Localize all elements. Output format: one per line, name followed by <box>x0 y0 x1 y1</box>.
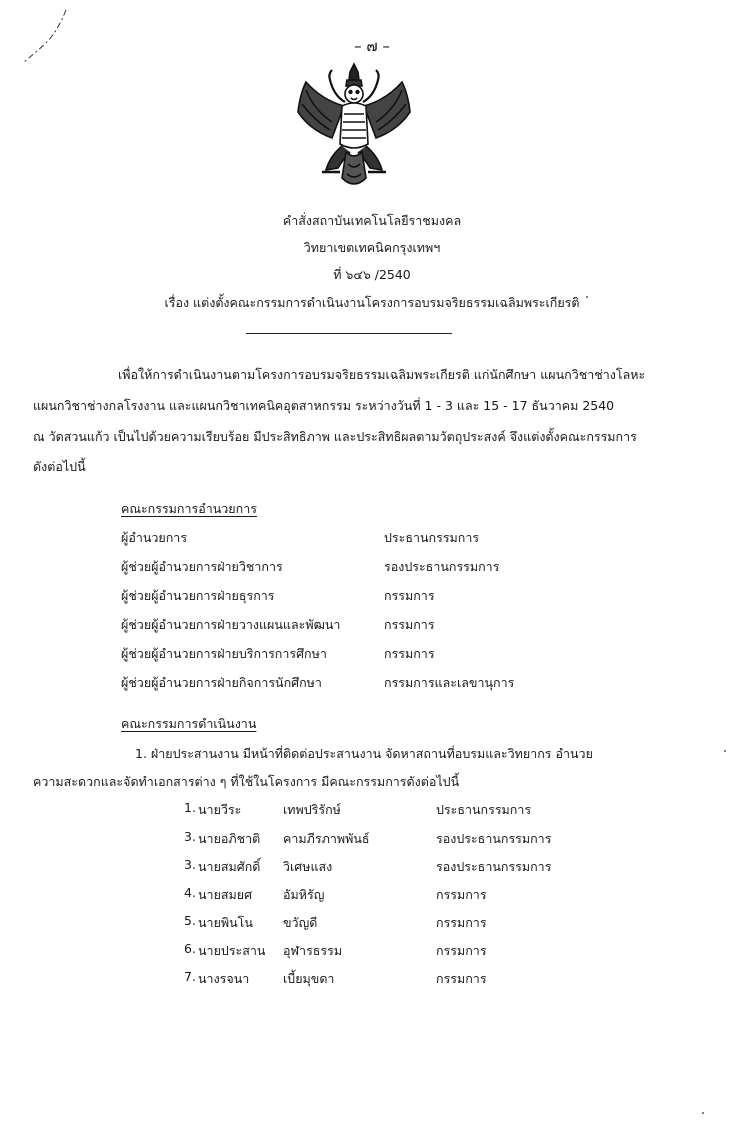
header-divider <box>246 333 452 334</box>
intro-line-2: แผนกวิชาช่างกลโรงงาน และแผนกวิชาเทคนิคอุตสาหกรรม ระหว่างวันที่ 1 - 3 และ 15 - 17 ธันวาคม 2540 <box>33 398 615 413</box>
page-number: – ๗ – <box>354 37 390 55</box>
coordination-duty-line-2: ความสะดวกและจัดทำเอกสารต่าง ๆ ที่ใช้ในโครงการ มีคณะกรรมการดังต่อไปนี้ <box>33 774 460 789</box>
member-role: รองประธานกรรมการ <box>436 859 552 874</box>
member-number: 1. <box>184 800 196 815</box>
scan-speck <box>586 296 588 298</box>
member-number: 7. <box>184 969 196 984</box>
member-number: 6. <box>184 941 196 956</box>
member-last-name: วิเศษแสง <box>283 859 333 874</box>
member-role: รองประธานกรรมการ <box>436 831 552 846</box>
member-number: 4. <box>184 885 196 900</box>
header-line-campus: วิทยาเขตเทคนิคกรุงเทพฯ <box>303 240 441 255</box>
member-last-name: เทพปริรักษ์ <box>283 802 341 817</box>
intro-line-1: เพื่อให้การดำเนินงานตามโครงการอบรมจริยธรรมเฉลิมพระเกียรติ แก่นักศึกษา แผนกวิชาช่างโลหะ <box>118 367 646 382</box>
member-last-name: อุฬารธรรม <box>283 943 343 958</box>
member-first-name: นายสมยศ <box>198 887 253 902</box>
member-first-name: นายประสาน <box>198 943 266 958</box>
member-last-name: คามภีรภาพพันธ์ <box>283 831 370 846</box>
committee-role: กรรมการ <box>384 617 435 632</box>
committee-role: รองประธานกรรมการ <box>384 559 500 574</box>
order-subject: เรื่อง แต่งตั้งคณะกรรมการดำเนินงานโครงการอบรมจริยธรรมเฉลิมพระเกียรติ <box>164 295 580 310</box>
committee-position: ผู้ช่วยผู้อำนวยการฝ่ายกิจการนักศึกษา <box>121 675 322 690</box>
member-role: กรรมการ <box>436 971 487 986</box>
garuda-emblem <box>292 60 416 196</box>
member-first-name: นายพินโน <box>198 915 253 930</box>
member-last-name: เบี้ยมุขดา <box>283 971 335 986</box>
committee-position: ผู้ช่วยผู้อำนวยการฝ่ายบริการการศึกษา <box>121 646 327 661</box>
member-number: 3. <box>184 857 196 872</box>
committee-role: กรรมการและเลขานุการ <box>384 675 515 690</box>
directing-committee-heading: คณะกรรมการอำนวยการ <box>121 501 257 516</box>
member-role: กรรมการ <box>436 915 487 930</box>
committee-role: ประธานกรรมการ <box>384 530 480 545</box>
committee-role: กรรมการ <box>384 588 435 603</box>
coordination-duty-line-1: 1. ฝ่ายประสานงาน มีหน้าที่ติดต่อประสานงาน จัดหาสถานที่อบรมและวิทยากร อำนวย <box>135 746 593 761</box>
member-first-name: นางรจนา <box>198 971 250 986</box>
committee-position: ผู้ช่วยผู้อำนวยการฝ่ายธุรการ <box>121 588 275 603</box>
order-number: ที่ ๖๔๖ /2540 <box>333 267 411 282</box>
member-last-name: ขวัญดี <box>283 915 318 930</box>
member-role: กรรมการ <box>436 887 487 902</box>
committee-position: ผู้อำนวยการ <box>121 530 188 545</box>
member-number: 5. <box>184 913 196 928</box>
member-first-name: นายอภิชาติ <box>198 831 261 846</box>
member-role: กรรมการ <box>436 943 487 958</box>
scan-speck <box>702 1112 704 1114</box>
member-first-name: นายสมศักดิ์ <box>198 859 261 874</box>
intro-line-4: ดังต่อไปนี้ <box>33 459 86 474</box>
intro-line-3: ณ วัดสวนแก้ว เป็นไปด้วยความเรียบร้อย มีประสิทธิภาพ และประสิทธิผลตามวัตถุประสงค์ จึงแต่งตั้งคณะกรรมการ <box>33 429 637 444</box>
member-role: ประธานกรรมการ <box>436 802 532 817</box>
committee-role: กรรมการ <box>384 646 435 661</box>
member-last-name: อัมหิรัญ <box>283 887 325 902</box>
header-line-institute: คำสั่งสถาบันเทคโนโลยีราชมงคล <box>282 213 462 228</box>
scan-speck <box>724 750 726 752</box>
committee-position: ผู้ช่วยผู้อำนวยการฝ่ายวางแผนและพัฒนา <box>121 617 341 632</box>
operating-committee-heading: คณะกรรมการดำเนินงาน <box>121 716 257 731</box>
member-number: 3. <box>184 829 196 844</box>
committee-position: ผู้ช่วยผู้อำนวยการฝ่ายวิชาการ <box>121 559 283 574</box>
member-first-name: นายวีระ <box>198 802 242 817</box>
